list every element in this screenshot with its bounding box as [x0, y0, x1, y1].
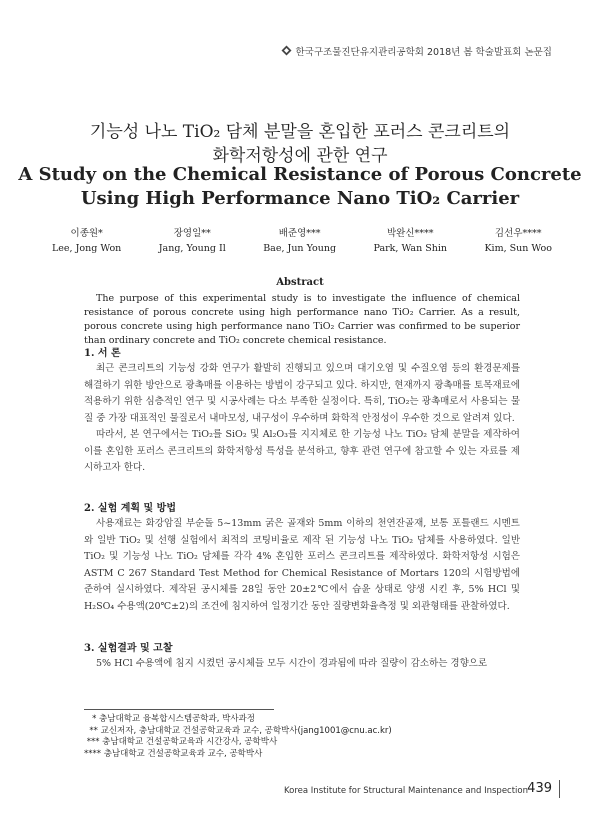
footer-text: Korea Institute for Structural Maintenance and Inspection: [284, 786, 528, 796]
logo-icon: [281, 45, 292, 56]
abstract-body: [84, 292, 520, 348]
title-ko-line1: 기능성 나노 TiO₂ 담체 분말을 혼입한 포러스 콘크리트의: [89, 122, 511, 142]
section-body-results: [84, 656, 520, 673]
author-name-en: Bae, Jun Young: [263, 243, 337, 254]
abstract-heading: Abstract: [276, 277, 324, 288]
author-list: [52, 226, 552, 256]
section-heading-results: 3. 실험결과 및 고찰: [84, 643, 173, 654]
author: [484, 226, 552, 256]
title-korean: [0, 120, 600, 168]
author-name-en: Park, Wan Shin: [373, 243, 447, 254]
footnote: *** 충남대학교 건설공학교육과 시간강사, 공학박사: [84, 737, 278, 747]
author: [159, 226, 226, 256]
paragraph: 최근 콘크리트의 기능성 강화 연구가 활발히 진행되고 있으며 대기오염 및 수질오염 등의 환경문제를 해결하기 위한 방안으로 광촉매를 이용하는 방법이 강구되고 있다. 하지만, 현재까지 광촉매를 토목재료에 적용하기 위한 심층적인 연구 및 시공사례는 다소 부족한 실정이다. 특히, TiO₂는 광촉매로서 사용되는 물질 중 가장 대표적인 물질로서 내마모성, 내구성이 우수하며 화학적 안정성이 우수한 것으로 알려져 있다.: [84, 363, 520, 424]
footnotes: [84, 714, 392, 760]
author: [263, 226, 336, 256]
page-number-divider: [559, 780, 560, 798]
author-name-ko: 장영일**: [173, 228, 211, 239]
author-name-en: Kim, Sun Woo: [484, 243, 552, 254]
footnote: * 충남대학교 융복합시스템공학과, 박사과정: [84, 714, 255, 724]
title-ko-line2: 화학저항성에 관한 연구: [212, 146, 388, 166]
section-body-method: [84, 516, 520, 615]
author: [52, 226, 121, 256]
author-name-ko: 김선우****: [494, 228, 542, 239]
author-name-en: Lee, Jong Won: [52, 243, 122, 254]
footnote-divider: [84, 709, 274, 710]
section-body-intro: [84, 361, 520, 477]
paragraph: 5% HCl 수용액에 침지 시켰던 공시체들 모두 시간이 경과됨에 따라 질량이 감소하는 경향으로: [96, 658, 488, 669]
author-name-en: Jang, Young Il: [158, 243, 226, 254]
footnote: **** 충남대학교 건설공학교육과 교수, 공학박사: [84, 748, 263, 759]
abstract-text: The purpose of this experimental study is to investigate the influence of chemical resistance of porous concrete using high performance nano TiO₂ Carrier. As a result, porous concrete using high performance nano TiO₂ Carrier was confirmed to be superior than ordinary concrete and TiO₂ concrete chemical resistance.: [84, 293, 520, 346]
title-en-line2: Using High Performance Nano TiO₂ Carrier: [80, 188, 520, 209]
author-name-ko: 박완신****: [386, 228, 434, 239]
page-number: 439: [527, 781, 552, 796]
title-en-line1: A Study on the Chemical Resistance of Porous Concrete: [18, 164, 582, 185]
running-header: [281, 44, 552, 58]
author-name-ko: 배준영***: [278, 228, 321, 239]
paragraph: 사용재료는 화강암질 부순돌 5~13mm 굵은 골재와 5mm 이하의 천연잔골재, 보통 포틀랜드 시멘트와 일반 TiO₂ 및 선행 실험에서 최적의 코팅비율로 제작 된 기능성 나노 TiO₂ 담체를 사용하였다. 일반 TiO₂ 및 기능성 나노 TiO₂ 담체를 각각 4% 혼입한 포러스 콘크리트를 제작하였다. 화학저항성 시험은 ASTM C 267 Standard Test Method for Chemical Resistance of Mortars 120의 시험방법에 준하여 실시하였다. 제작된 공시체를 28일 동안 20±2℃에서 습윤 상태로 양생 시킨 후, 5% HCl 및 H₂SO₄ 수용액(20℃±2)의 조건에 침지하여 일정기간 동안 질량변화율측정 및 외관형태를 관찰하였다.: [84, 518, 520, 612]
title-english: [0, 163, 600, 211]
header-text: 한국구조물진단유지관리공학회 2018년 봄 학술발표회 논문집: [295, 47, 552, 58]
paragraph: 따라서, 본 연구에서는 TiO₂를 SiO₂ 및 Al₂O₃를 지지체로 한 기능성 나노 TiO₂ 담체 분말을 제작하여 이를 혼입한 포러스 콘크리트의 화학저항성 특성을 분석하고, 향후 관련 연구에 참고할 수 있는 자료를 제시하고자 한다.: [84, 429, 520, 473]
section-heading-method: 2. 실험 계획 및 방법: [84, 503, 176, 514]
author: [374, 226, 448, 256]
author-name-ko: 이종원*: [70, 228, 103, 239]
footnote: ** 교신저자, 충남대학교 건설공학교육과 교수, 공학박사(jang1001@cnu.ac.kr): [84, 725, 392, 736]
section-heading-intro: 1. 서 론: [84, 348, 121, 359]
